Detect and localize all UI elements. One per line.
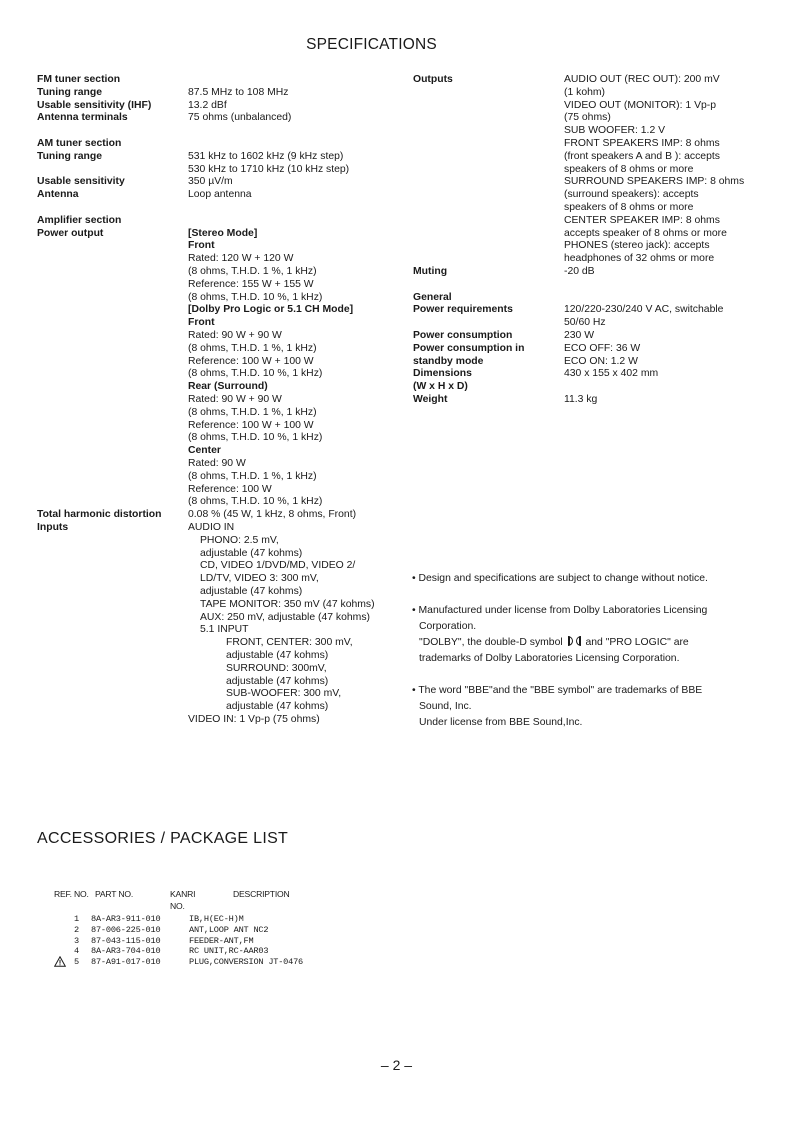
spec-value: accepts speaker of 8 ohms or more [564,227,727,239]
spec-value: 50/60 Hz [564,317,606,329]
acc-part-no: 87-006-225-010 [91,924,161,935]
note-dolby-trademarks-of: trademarks of Dolby Laboratories Licensing Corporation. [419,653,680,664]
acc-ref-no: 1 [74,914,79,924]
acc-description: ANT,LOOP ANT NC2 [189,924,269,935]
acc-part-no: 87-A91-017-010 [91,957,161,968]
spec-value: [Stereo Mode] [188,227,258,239]
spec-value: (8 ohms, T.H.D. 1 %, 1 kHz) [188,406,317,418]
spec-value: LD/TV, VIDEO 3: 300 mV, [200,573,319,585]
spec-label: Power output [37,227,104,239]
spec-label: standby mode [413,355,484,367]
spec-label: Usable sensitivity (IHF) [37,99,152,111]
spec-value: (surround speakers): accepts [564,189,699,201]
acc-header-ref-no: REF. NO. [54,889,89,899]
note-bbe-trademark: • The word "BBE"and the "BBE symbol" are trademarks of BBE [412,685,703,696]
spec-value: CENTER SPEAKER IMP: 8 ohms [564,214,720,226]
spec-value: 530 kHz to 1710 kHz (10 kHz step) [188,163,350,175]
spec-value: PHONO: 2.5 mV, [200,534,279,546]
page-title: SPECIFICATIONS [306,36,437,53]
spec-value: (8 ohms, T.H.D. 10 %, 1 kHz) [188,496,323,508]
spec-value: Front [188,240,215,252]
spec-value: Center [188,445,221,457]
spec-label: Antenna terminals [37,112,128,124]
spec-label: Muting [413,266,448,277]
spec-label: General [413,291,452,303]
spec-value: adjustable (47 kohms) [200,547,303,559]
spec-value: 13.2 dBf [188,99,227,111]
spec-value: [Dolby Pro Logic or 5.1 CH Mode] [188,304,354,316]
accessories-title: ACCESSORIES / PACKAGE LIST [37,830,289,847]
spec-value: Rated: 90 W + 90 W [188,330,282,341]
spec-value: Reference: 100 W + 100 W [188,355,314,367]
spec-value: Front [188,317,215,329]
spec-value: headphones of 32 ohms or more [564,253,715,265]
acc-ref-no: 2 [74,924,79,935]
spec-value: FRONT SPEAKERS IMP: 8 ohms [564,138,720,149]
spec-value: (8 ohms, T.H.D. 1 %, 1 kHz) [188,266,317,277]
spec-value: 87.5 MHz to 108 MHz [188,86,289,98]
spec-value: adjustable (47 kohms) [226,675,329,687]
note-dolby-trademark-pre: "DOLBY", the double-D symbol [419,637,563,648]
spec-value: ECO ON: 1.2 W [564,355,638,367]
spec-label: FM tuner section [37,74,121,85]
note-dolby-license: • Manufactured under license from Dolby Laboratories Licensing [412,605,708,616]
spec-label: Power requirements [413,304,513,316]
spec-value: 0.08 % (45 W, 1 kHz, 8 ohms, Front) [188,509,357,521]
spec-value: Rear (Surround) [188,381,268,393]
spec-value: ECO OFF: 36 W [564,342,641,354]
note-design-change: • Design and specifications are subject to change without notice. [412,573,708,584]
spec-value: 120/220-230/240 V AC, switchable [564,304,724,316]
spec-value: SUB WOOFER: 1.2 V [564,125,666,137]
spec-value: 230 W [564,330,595,341]
spec-value: adjustable (47 kohms) [226,701,329,713]
spec-label: (W x H x D) [413,381,468,393]
spec-label: Dimensions [413,368,472,380]
spec-value: (75 ohms) [564,112,611,124]
acc-header-description: DESCRIPTION [233,889,290,899]
spec-value: speakers of 8 ohms or more [564,163,694,175]
spec-value: Loop antenna [188,189,252,201]
acc-header-kanri-no: NO. [170,901,185,911]
note-dolby-trademark-post: and "PRO LOGIC" are [585,637,689,648]
spec-value: adjustable (47 kohms) [226,650,329,661]
spec-value: (front speakers A and B ): accepts [564,150,720,162]
spec-label: Power consumption [413,330,513,341]
spec-value: (8 ohms, T.H.D. 10 %, 1 kHz) [188,368,323,380]
spec-value: SURROUND SPEAKERS IMP: 8 ohms [564,176,745,188]
spec-value: 430 x 155 x 402 mm [564,368,659,380]
acc-ref-no: 4 [74,946,79,957]
spec-value: 350 µV/m [188,176,233,188]
page-number: – 2 – [380,1057,413,1073]
spec-value: (8 ohms, T.H.D. 10 %, 1 kHz) [188,291,323,303]
spec-label: Outputs [413,74,453,85]
spec-value: -20 dB [564,266,595,277]
spec-value: speakers of 8 ohms or more [564,202,694,213]
spec-label: Weight [413,394,448,405]
acc-ref-no: 3 [74,935,79,946]
spec-value: AUX: 250 mV, adjustable (47 kohms) [200,611,370,623]
spec-label: Tuning range [37,150,103,162]
spec-label: AM tuner section [37,138,122,149]
spec-value: SURROUND: 300mV, [226,662,327,674]
spec-label: Inputs [37,522,69,533]
spec-label: Usable sensitivity [37,176,125,188]
spec-value: adjustable (47 kohms) [200,586,303,597]
spec-label: Antenna [37,189,79,201]
note-dolby-trademark [419,635,689,651]
spec-value: SUB-WOOFER: 300 mV, [226,688,342,700]
acc-part-no: 87-043-115-010 [91,935,161,946]
spec-value: (8 ohms, T.H.D. 1 %, 1 kHz) [188,342,317,354]
spec-label: Total harmonic distortion [37,509,162,521]
spec-value: AUDIO OUT (REC OUT): 200 mV [564,74,720,85]
spec-value: Rated: 90 W + 90 W [188,394,282,405]
spec-value: Reference: 100 W + 100 W [188,419,314,431]
spec-label: Power consumption in [413,342,525,354]
spec-value: 11.3 kg [564,394,598,405]
spec-value: (1 kohm) [564,86,605,98]
spec-value: (8 ohms, T.H.D. 10 %, 1 kHz) [188,432,323,444]
spec-label: Tuning range [37,86,103,98]
note-dolby-corporation: Corporation. [419,621,477,632]
acc-ref-no: 5 [74,957,79,968]
dolby-double-d-icon [568,636,581,646]
spec-value: FRONT, CENTER: 300 mV, [226,637,353,649]
spec-value: TAPE MONITOR: 350 mV (47 kohms) [200,598,375,610]
spec-value: Reference: 155 W + 155 W [188,278,314,290]
acc-part-no: 8A-AR3-911-010 [91,914,161,924]
spec-value: Reference: 100 W [188,483,272,495]
acc-header-part-no: PART NO. [95,889,134,899]
spec-value: Rated: 90 W [188,458,246,469]
spec-value: PHONES (stereo jack): accepts [564,240,710,252]
acc-description: RC UNIT,RC-AAR03 [189,946,269,957]
acc-part-no: 8A-AR3-704-010 [91,946,161,957]
note-bbe-license: Under license from BBE Sound,Inc. [419,717,583,728]
acc-header-kanri: KANRI [170,889,196,899]
spec-value: 531 kHz to 1602 kHz (9 kHz step) [188,150,344,162]
spec-value: Rated: 120 W + 120 W [188,253,294,265]
spec-value: (8 ohms, T.H.D. 1 %, 1 kHz) [188,470,317,482]
acc-description: FEEDER-ANT,FM [189,935,254,946]
spec-value: VIDEO OUT (MONITOR): 1 Vp-p [564,99,717,111]
spec-value: CD, VIDEO 1/DVD/MD, VIDEO 2/ [200,560,356,572]
acc-description: IB,H(EC-H)M [189,914,244,924]
spec-value: VIDEO IN: 1 Vp-p (75 ohms) [188,714,320,725]
spec-value: 5.1 INPUT [200,624,249,636]
acc-description: PLUG,CONVERSION JT-0476 [189,957,304,968]
spec-label: Amplifier section [37,214,122,226]
note-bbe-sound: Sound, Inc. [419,701,472,712]
spec-value: AUDIO IN [188,522,235,533]
spec-value: 75 ohms (unbalanced) [188,112,292,124]
warning-triangle-icon [54,956,66,971]
